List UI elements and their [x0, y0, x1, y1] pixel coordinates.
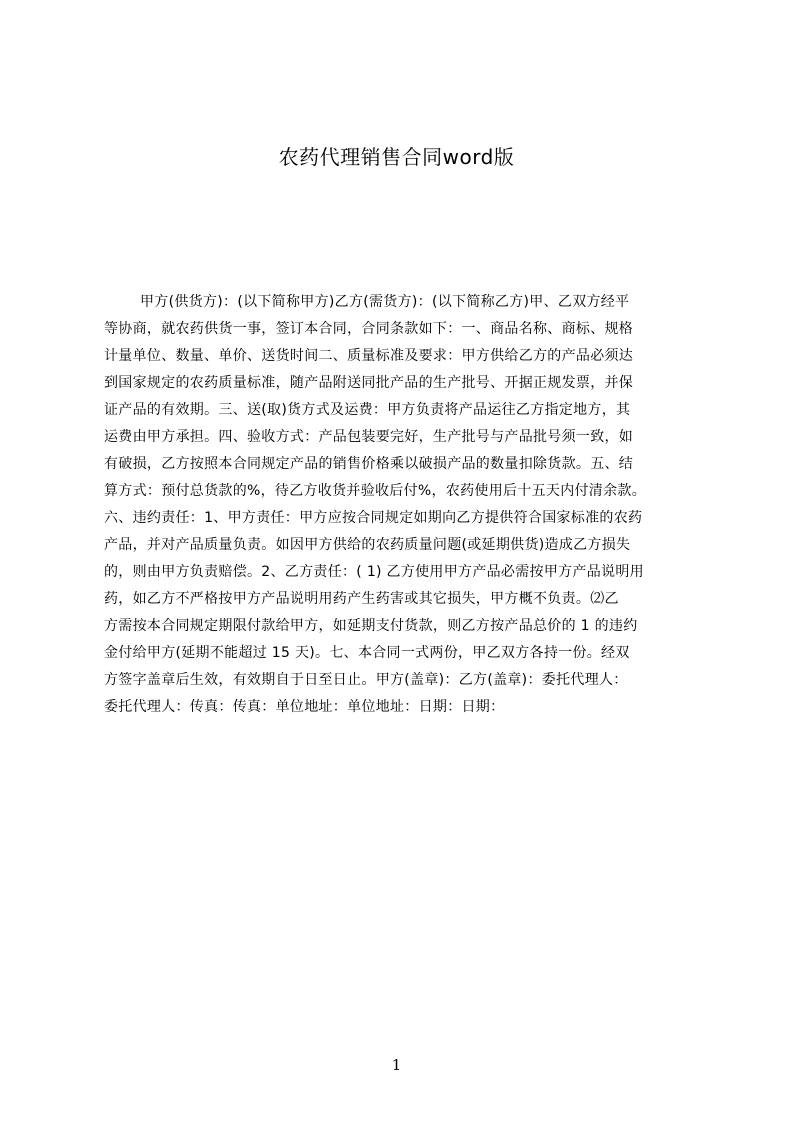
page-number: 1: [391, 1056, 402, 1074]
body-line: 等协商，就农药供货一事，签订本合同，合同条款如下：一、商品名称、商标、规格: [104, 321, 634, 337]
body-line: 产品，并对产品质量负责。如因甲方供给的农药质量问题(或延期供货)造成乙方损失: [104, 537, 631, 553]
body-line: 运费由甲方承担。四、验收方式：产品包装要完好，生产批号与产品批号须一致，如: [104, 429, 634, 445]
document-title: 农药代理销售合同word版: [278, 145, 515, 169]
contract-body: [104, 289, 698, 721]
body-line: 算方式：预付总货款的%，待乙方收货并验收后付%，农药使用后十五天内付清余款。: [104, 483, 647, 499]
body-line: 证产品的有效期。三、送(取)货方式及运费：甲方负责将产品运往乙方指定地方，其: [104, 402, 631, 418]
body-line: 的，则由甲方负责赔偿。2、乙方责任：( 1) 乙方使用甲方产品必需按甲方产品说明用: [104, 564, 644, 580]
body-line: 金付给甲方(延期不能超过 15 天)。七、本合同一式两份，甲乙双方各持一份。经双: [104, 645, 630, 661]
body-line: 委托代理人：传真：传真：单位地址：单位地址：日期：日期：: [104, 699, 505, 715]
body-line: 药，如乙方不严格按甲方产品说明用药产生药害或其它损失，甲方概不负责。⑵乙: [104, 591, 619, 607]
body-line: 六、违约责任：1、甲方责任：甲方应按合同规定如期向乙方提供符合国家标准的农药: [104, 510, 643, 526]
body-line: 甲方(供货方)：(以下简称甲方)乙方(需货方)：(以下简称乙方)甲、乙双方经平: [140, 294, 630, 310]
body-line: 方需按本合同规定期限付款给甲方，如延期支付货款，则乙方按产品总价的 1 的违约: [104, 618, 638, 634]
body-line: 到国家规定的农药质量标准，随产品附送同批产品的生产批号、开据正规发票，并保: [104, 375, 634, 391]
body-line: 计量单位、数量、单价、送货时间二、质量标准及要求：甲方供给乙方的产品必须达: [104, 348, 634, 364]
body-line: 方签字盖章后生效，有效期自于日至日止。甲方(盖章)：乙方(盖章)：委托代理人：: [104, 672, 628, 688]
body-line: 有破损，乙方按照本合同规定产品的销售价格乘以破损产品的数量扣除货款。五、结: [104, 456, 634, 472]
